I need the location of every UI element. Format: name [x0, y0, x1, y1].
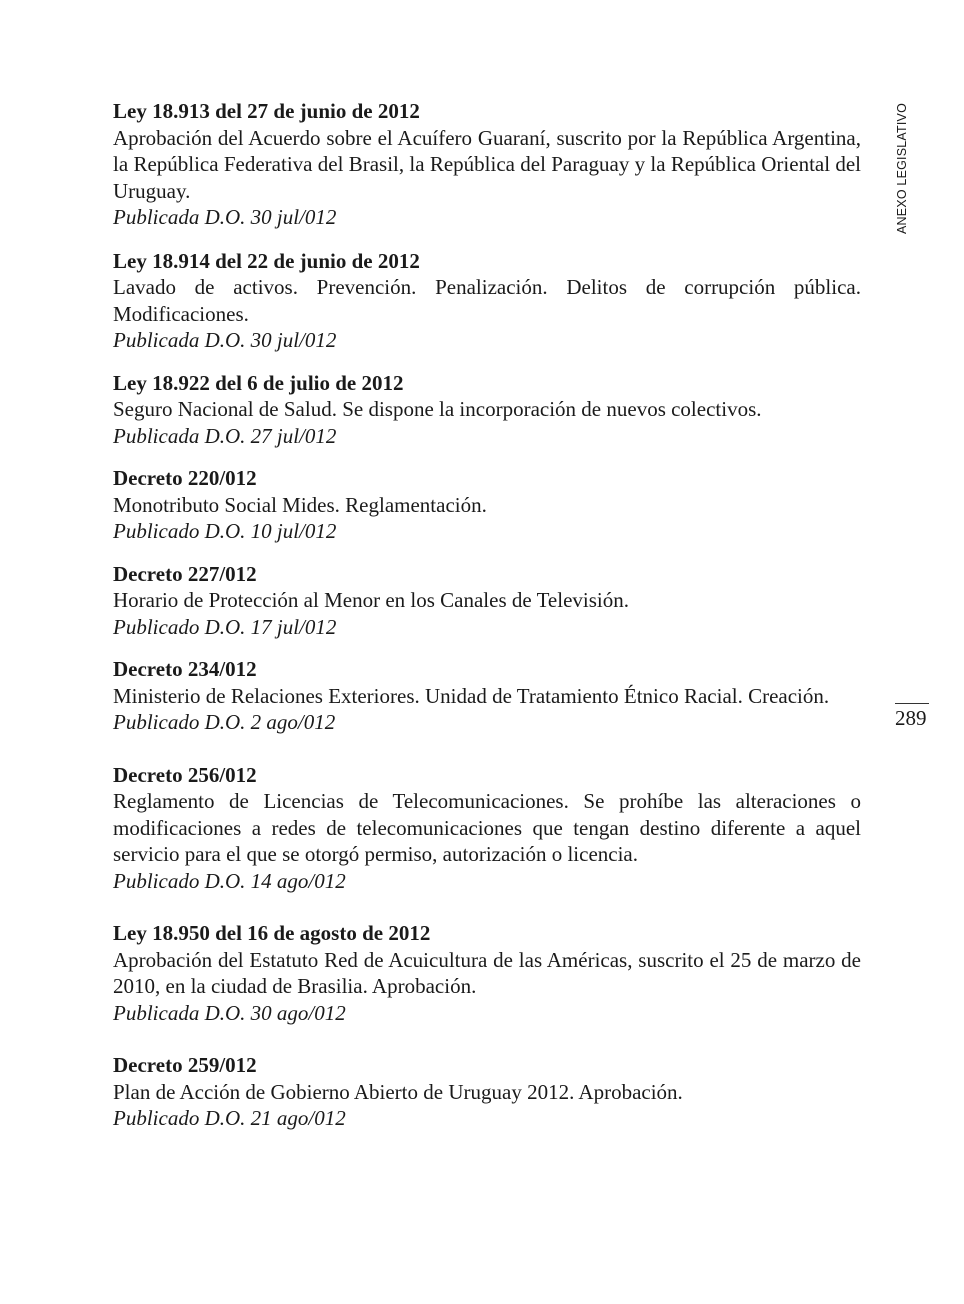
entry-description: Aprobación del Acuerdo sobre el Acuífero Guaraní, suscrito por la República Argentina, la República Federativa del Brasil, la República del Paraguay y la República Oriental del Uruguay. [113, 125, 861, 203]
entry-publication: Publicado D.O. 10 jul/012 [113, 519, 337, 543]
entry-publication: Publicado D.O. 17 jul/012 [113, 614, 337, 639]
entry-ley-18914 [113, 248, 861, 354]
entry-publication: Publicado D.O. 14 ago/012 [113, 868, 346, 893]
page-number: 289 [895, 706, 927, 730]
entry-description: Plan de Acción de Gobierno Abierto de Uruguay 2012. Aprobación. [113, 1079, 683, 1104]
entry-description: Horario de Protección al Menor en los Canales de Televisión. [113, 588, 629, 612]
section-side-label: ANEXO LEGISLATIVO [895, 103, 909, 234]
entry-publication: Publicada D.O. 30 ago/012 [113, 1000, 346, 1025]
entry-title: Decreto 227/012 [113, 561, 257, 586]
entry-title: Ley 18.922 del 6 de julio de 2012 [113, 370, 404, 395]
entry-publication: Publicado D.O. 2 ago/012 [113, 710, 336, 734]
entry-ley-18922 [113, 370, 861, 450]
page-number-rule [895, 703, 929, 704]
entry-description: Seguro Nacional de Salud. Se dispone la incorporación de nuevos colectivos. [113, 397, 762, 421]
entry-decreto-220 [113, 465, 861, 545]
entry-description: Monotributo Social Mides. Reglamentación. [113, 492, 487, 517]
entry-decreto-256 [113, 762, 861, 895]
entry-title: Decreto 220/012 [113, 466, 257, 490]
entry-description: Lavado de activos. Prevención. Penalización. Delitos de corrupción pública. Modificaciones. [113, 275, 861, 326]
entries-list [113, 98, 861, 1132]
entry-title: Ley 18.950 del 16 de agosto de 2012 [113, 921, 431, 945]
entry-title: Ley 18.914 del 22 de junio de 2012 [113, 248, 420, 273]
entry-title: Ley 18.913 del 27 de junio de 2012 [113, 99, 420, 123]
entry-publication: Publicada D.O. 27 jul/012 [113, 423, 337, 448]
entry-publication: Publicado D.O. 21 ago/012 [113, 1106, 346, 1130]
entry-decreto-227 [113, 561, 861, 641]
entry-title: Decreto 256/012 [113, 762, 257, 787]
entry-ley-18950 [113, 920, 861, 1026]
entry-publication: Publicada D.O. 30 jul/012 [113, 205, 337, 229]
entry-ley-18913 [113, 98, 861, 231]
entry-description: Ministerio de Relaciones Exteriores. Unidad de Tratamiento Étnico Racial. Creación. [113, 683, 830, 708]
entry-decreto-259 [113, 1052, 861, 1132]
entry-title: Decreto 259/012 [113, 1053, 257, 1077]
entry-description: Reglamento de Licencias de Telecomunicaciones. Se prohíbe las alteraciones o modificaciones a redes de telecomunicaciones que tengan destino diferente a aquel servicio para el que se otorgó permiso, autorización o licencia. [113, 789, 861, 866]
entry-decreto-234 [113, 656, 861, 736]
entry-publication: Publicada D.O. 30 jul/012 [113, 328, 337, 352]
entry-description: Aprobación del Estatuto Red de Acuicultura de las Américas, suscrito el 25 de marzo de 2010, en la ciudad de Brasilia. Aprobación. [113, 947, 861, 998]
entry-title: Decreto 234/012 [113, 657, 257, 681]
